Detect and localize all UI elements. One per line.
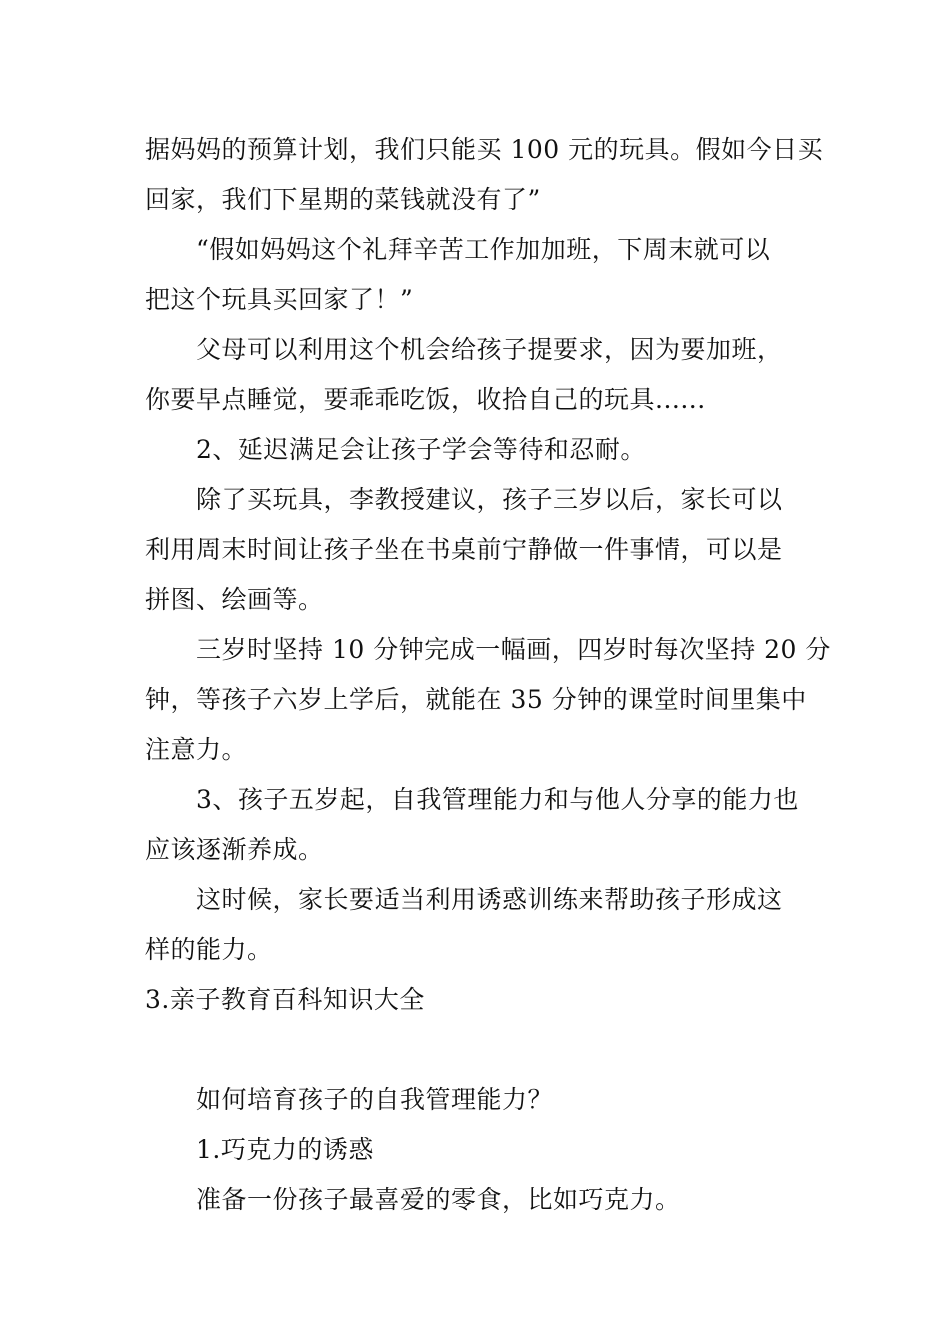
section-heading: 3.亲子教育百科知识大全 — [145, 985, 425, 1014]
text-line: 样的能力。 — [145, 935, 273, 964]
text-line: 把这个玩具买回家了！” — [145, 285, 414, 314]
text-line: 准备一份孩子最喜爱的零食，比如巧克力。 — [196, 1185, 681, 1214]
text-line: 1.巧克力的诱惑 — [196, 1135, 374, 1164]
text-line: 2、延迟满足会让孩子学会等待和忍耐。 — [196, 435, 646, 464]
text-line: 注意力。 — [145, 735, 248, 764]
text-line: 这时候，家长要适当利用诱惑训练来帮助孩子形成这 — [196, 885, 783, 914]
text-line: 钟，等孩子六岁上学后，就能在 35 分钟的课堂时间里集中 — [145, 685, 807, 714]
text-line: 3、孩子五岁起，自我管理能力和与他人分享的能力也 — [196, 785, 799, 814]
subheading: 如何培育孩子的自我管理能力？ — [196, 1085, 554, 1114]
text-line: 应该逐渐养成。 — [145, 835, 324, 864]
text-line: “假如妈妈这个礼拜辛苦工作加加班，下周末就可以 — [196, 235, 771, 264]
text-line: 回家，我们下星期的菜钱就没有了” — [145, 185, 541, 214]
text-line: 你要早点睡觉，要乖乖吃饭，收拾自己的玩具...... — [145, 385, 706, 414]
text-line: 利用周末时间让孩子坐在书桌前宁静做一件事情，可以是 — [145, 535, 783, 564]
text-line: 拼图、绘画等。 — [145, 585, 324, 614]
text-line: 除了买玩具，李教授建议，孩子三岁以后，家长可以 — [196, 485, 783, 514]
text-line: 三岁时坚持 10 分钟完成一幅画，四岁时每次坚持 20 分 — [196, 635, 831, 664]
text-line: 父母可以利用这个机会给孩子提要求，因为要加班， — [196, 335, 783, 364]
text-line: 据妈妈的预算计划，我们只能买 100 元的玩具。假如今日买 — [145, 135, 824, 164]
